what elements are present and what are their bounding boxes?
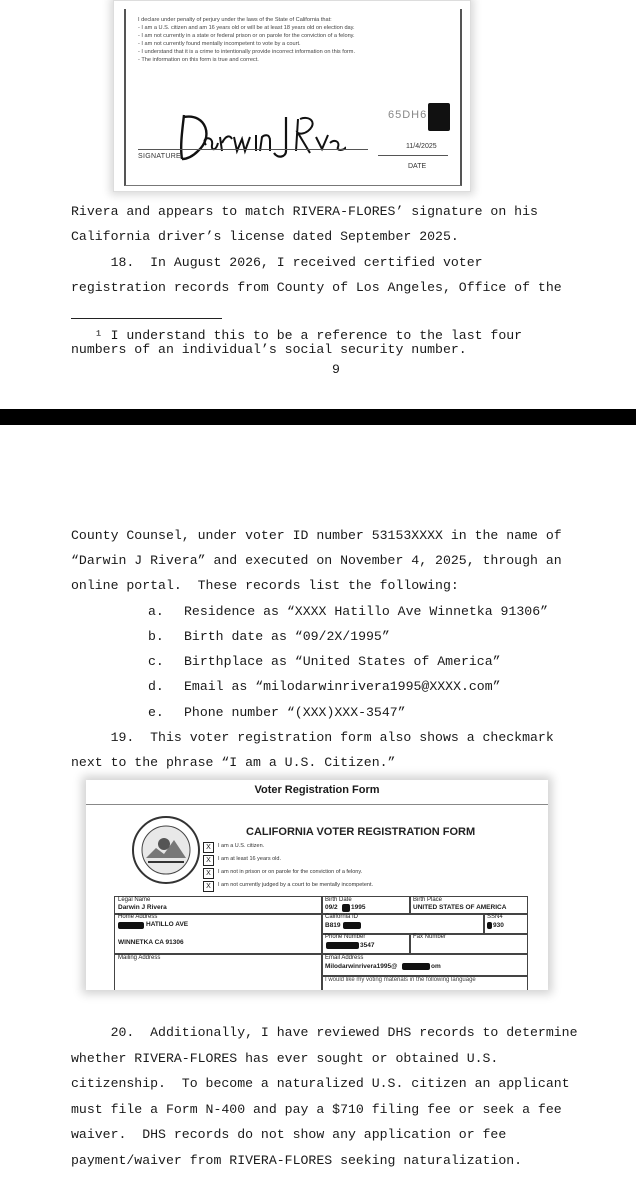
redaction-block bbox=[487, 922, 492, 929]
signature-scan-image bbox=[113, 0, 471, 192]
birth-place-value: UNITED STATES OF AMERICA bbox=[413, 904, 507, 911]
checkbox-age: X bbox=[203, 855, 214, 866]
redaction-block bbox=[326, 942, 359, 949]
redaction-block bbox=[118, 922, 144, 929]
body-line: payment/waiver from RIVERA-FLORES seeking naturalization. bbox=[71, 1153, 523, 1168]
body-line: Rivera and appears to match RIVERA-FLORES’ signature on his bbox=[71, 204, 538, 219]
ca-id-prefix: B819 bbox=[325, 922, 341, 929]
date-line bbox=[378, 155, 448, 156]
declaration-line: I declare under penalty of perjury under the laws of the State of California that: bbox=[138, 17, 332, 23]
list-item: Residence as “XXXX Hatillo Ave Winnetka 91306” bbox=[184, 604, 549, 619]
signature-date-value: 11/4/2025 bbox=[406, 143, 437, 150]
body-line: 18. In August 2026, I received certified voter bbox=[71, 255, 483, 270]
ca-id-label: California ID bbox=[325, 914, 359, 920]
declaration-line: - I am a U.S. citizen and am 16 years old or will be at least 18 years old on election day. bbox=[138, 25, 355, 31]
body-line: waiver. DHS records do not show any application or fee bbox=[71, 1127, 507, 1142]
mailing-address-label: Mailing Address bbox=[118, 955, 161, 961]
birth-place-label: Birth Place bbox=[413, 897, 443, 903]
home-city-value: WINNETKA CA 91306 bbox=[118, 939, 184, 946]
code-text: 65DH6 bbox=[388, 109, 428, 121]
list-marker: c. bbox=[148, 654, 164, 669]
email-label: Email Address bbox=[325, 955, 364, 961]
body-line: online portal. These records list the following: bbox=[71, 578, 459, 593]
voter-registration-form-image bbox=[86, 780, 548, 990]
body-line: County Counsel, under voter ID number 53153XXXX in the name of bbox=[71, 528, 562, 543]
page-number: 9 bbox=[332, 362, 340, 377]
birth-date-label: Birth Date bbox=[325, 897, 352, 903]
declaration-line: - The information on this form is true and correct. bbox=[138, 57, 259, 63]
checkbox-label: I am at least 16 years old. bbox=[218, 856, 281, 862]
list-item: Birthplace as “United States of America” bbox=[184, 654, 501, 669]
body-line: next to the phrase “I am a U.S. Citizen.” bbox=[71, 755, 396, 770]
ssn4-suffix: 930 bbox=[493, 922, 504, 929]
california-seal-icon bbox=[130, 814, 202, 886]
checkbox-label: I am a U.S. citizen. bbox=[218, 843, 265, 849]
body-line: must file a Form N-400 and pay a $710 filing fee or seek a fee bbox=[71, 1102, 562, 1117]
home-address-label: Home Address bbox=[118, 914, 158, 920]
list-marker: a. bbox=[148, 604, 164, 619]
redaction-block bbox=[402, 963, 430, 970]
signature-line bbox=[138, 149, 368, 150]
handwritten-signature bbox=[176, 107, 346, 165]
checkbox-us-citizen: X bbox=[203, 842, 214, 853]
declaration-line: - I am not currently found mentally incompetent to vote by a court. bbox=[138, 41, 301, 47]
footnote-text: numbers of an individual’s social security number. bbox=[71, 342, 467, 357]
signature-label: SIGNATURE bbox=[138, 153, 182, 160]
list-item: Phone number “(XXX)XXX-3547” bbox=[184, 705, 406, 720]
email-prefix: Milodarwinrivera1995@ bbox=[325, 963, 398, 970]
home-address-value: HATILLO AVE bbox=[146, 921, 189, 928]
body-line: registration records from County of Los Angeles, Office of the bbox=[71, 280, 562, 295]
body-line: 19. This voter registration form also shows a checkmark bbox=[71, 730, 554, 745]
phone-suffix: 3547 bbox=[360, 942, 375, 949]
body-line: whether RIVERA-FLORES has ever sought or obtained U.S. bbox=[71, 1051, 499, 1066]
body-line: 20. Additionally, I have reviewed DHS records to determine bbox=[71, 1025, 578, 1040]
footnote-separator bbox=[71, 318, 222, 319]
signature-scan-frame bbox=[124, 9, 462, 186]
list-marker: e. bbox=[148, 705, 164, 720]
language-label: I would like my voting materials in the following language bbox=[325, 977, 476, 983]
legal-name-label: Legal Name bbox=[118, 897, 151, 903]
body-line: citizenship. To become a naturalized U.S. citizen an applicant bbox=[71, 1076, 570, 1091]
redaction-block bbox=[343, 922, 361, 929]
list-item: Birth date as “09/2X/1995” bbox=[184, 629, 390, 644]
form-header: Voter Registration Form bbox=[254, 784, 380, 796]
list-marker: b. bbox=[148, 629, 164, 644]
checkbox-competent: X bbox=[203, 881, 214, 892]
list-item: Email as “milodarwinrivera1995@XXXX.com” bbox=[184, 679, 501, 694]
checkbox-label: I am not in prison or on parole for the conviction of a felony. bbox=[218, 869, 363, 875]
form-title: CALIFORNIA VOTER REGISTRATION FORM bbox=[246, 826, 476, 838]
footnote-text: ¹ I understand this to be a reference to the last four bbox=[71, 328, 523, 343]
birth-date-prefix: 09/2 bbox=[325, 904, 338, 911]
redaction-block bbox=[342, 904, 350, 912]
ssn4-label: SSN4 bbox=[487, 914, 503, 920]
date-label: DATE bbox=[408, 163, 427, 170]
email-suffix: om bbox=[431, 963, 441, 970]
body-line: “Darwin J Rivera” and executed on November 4, 2025, through an bbox=[71, 553, 562, 568]
list-marker: d. bbox=[148, 679, 164, 694]
checkbox-label: I am not currently judged by a court to be mentally incompetent. bbox=[218, 882, 373, 888]
page-divider bbox=[0, 409, 636, 425]
phone-label: Phone Number bbox=[325, 934, 366, 940]
legal-name-value: Darwin J Rivera bbox=[118, 904, 167, 911]
declaration-line: - I am not currently in a state or federal prison or on parole for the conviction of a felony. bbox=[138, 33, 355, 39]
redaction-block bbox=[428, 103, 450, 131]
birth-date-suffix: 1995 bbox=[351, 904, 366, 911]
body-line: California driver’s license dated September 2025. bbox=[71, 229, 459, 244]
fax-label: Fax Number bbox=[413, 934, 447, 940]
checkbox-felony: X bbox=[203, 868, 214, 879]
declaration-line: - I understand that it is a crime to intentionally provide incorrect information on this form. bbox=[138, 49, 356, 55]
